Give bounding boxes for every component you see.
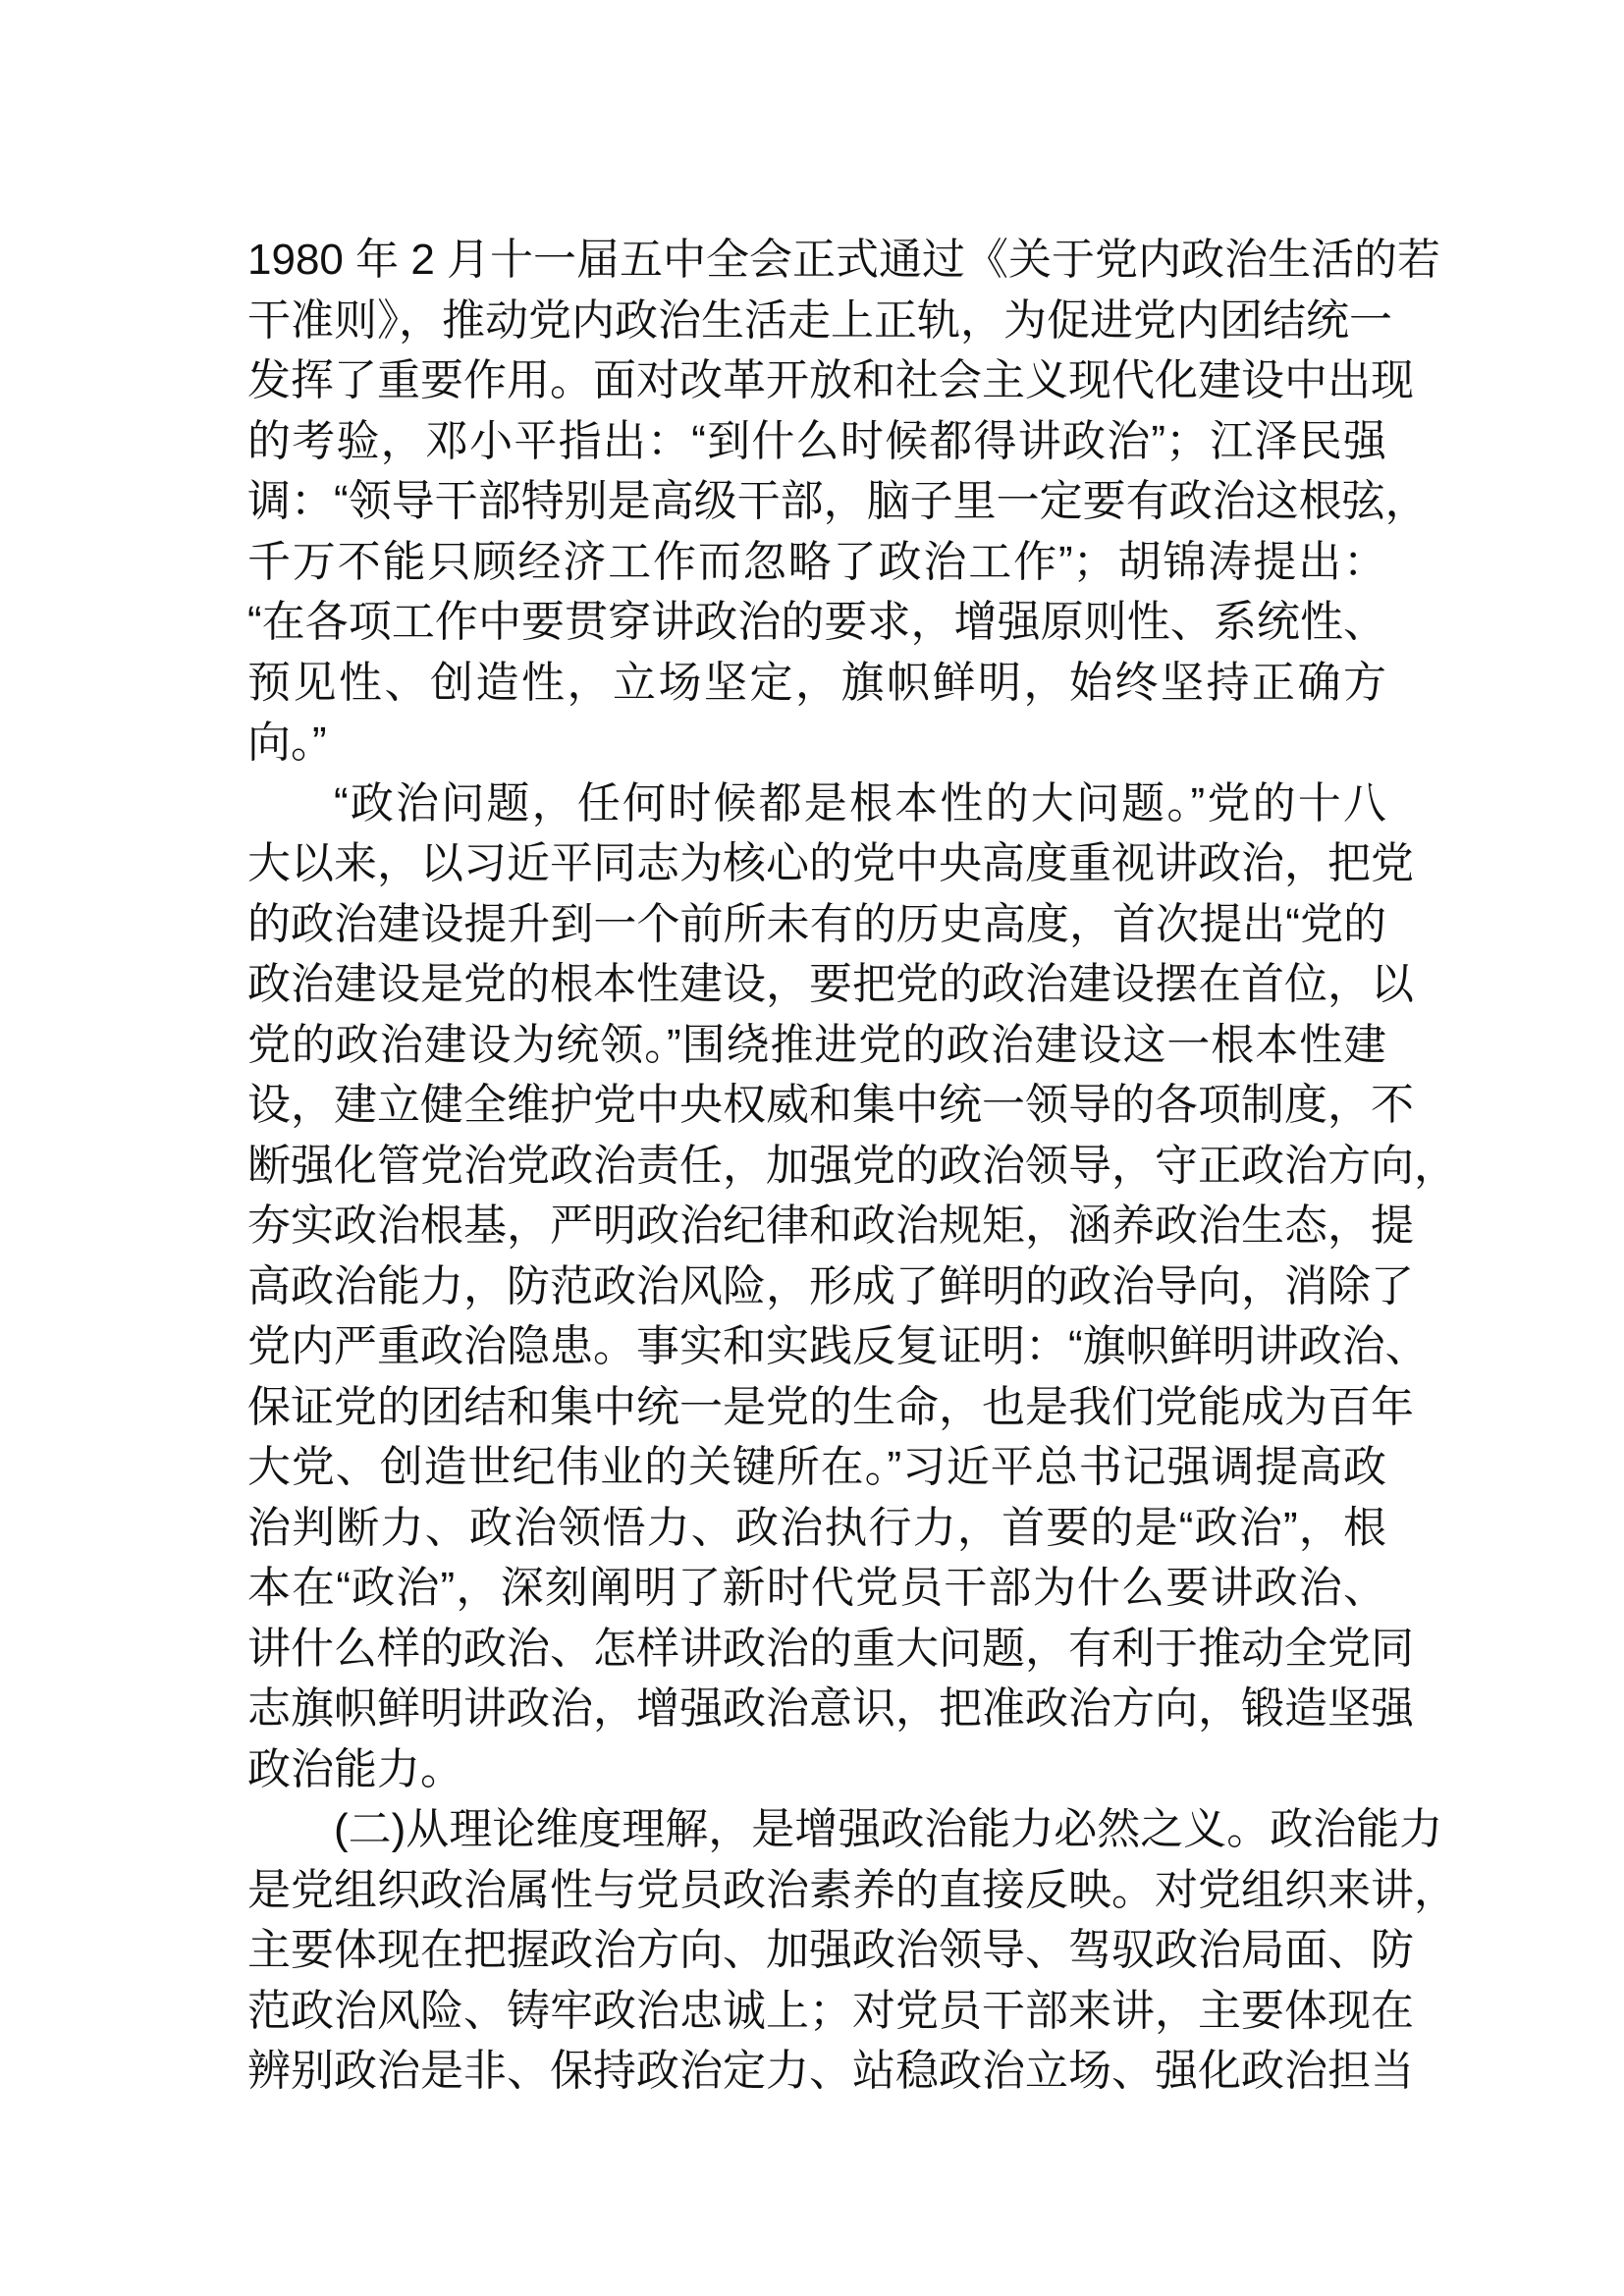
text-line: 是党组织政治属性与党员政治素养的直接反映。对党组织来讲，	[247, 1865, 1457, 1914]
text-line: 党内严重政治隐患。事实和实践反复证明：“旗帜鲜明讲政治、	[247, 1322, 1429, 1370]
text-line: 发挥了重要作用。面对改革开放和社会主义现代化建设中出现	[247, 356, 1414, 404]
text-line: 高政治能力，防范政治风险，形成了鲜明的政治导向，消除了	[247, 1261, 1414, 1310]
text-line: 本在“政治”，深刻阐明了新时代党员干部为什么要讲政治、	[247, 1564, 1386, 1612]
text-line: 讲什么样的政治、怎样讲政治的重大问题，有利于推动全党同	[247, 1624, 1414, 1673]
text-line: “在各项工作中要贯穿讲政治的要求，增强原则性、系统性、	[247, 598, 1386, 646]
text-line: 千万不能只顾经济工作而忽略了政治工作”；胡锦涛提出：	[247, 537, 1386, 586]
text-line: 断强化管党治党政治责任，加强党的政治领导，守正政治方向，	[247, 1141, 1457, 1190]
text-line: 治判断力、政治领悟力、政治执行力，首要的是“政治”，根	[247, 1503, 1386, 1552]
text-line: 主要体现在把握政治方向、加强政治领导、驾驭政治局面、防	[247, 1926, 1414, 1974]
text-line: 政治建设是党的根本性建设，要把党的政治建设摆在首位，以	[247, 960, 1414, 1008]
text-line: 设，建立健全维护党中央权威和集中统一领导的各项制度，不	[247, 1081, 1414, 1129]
text-line: 大以来，以习近平同志为核心的党中央高度重视讲政治，把党	[247, 839, 1414, 887]
text-line: (二)从理论维度理解，是增强政治能力必然之义。政治能力	[334, 1805, 1443, 1853]
text-line: 的政治建设提升到一个前所未有的历史高度，首次提出“党的	[247, 899, 1386, 948]
text-line: 大党、创造世纪伟业的关键所在。”习近平总书记强调提高政	[247, 1443, 1386, 1491]
text-line: “政治问题，任何时候都是根本性的大问题。”党的十八	[334, 778, 1386, 828]
text-line: 政治能力。	[247, 1744, 463, 1793]
text-line: 辨别政治是非、保持政治定力、站稳政治立场、强化政治担当	[247, 2047, 1414, 2095]
text-line: 调：“领导干部特别是高级干部，脑子里一定要有政治这根弦，	[247, 477, 1429, 525]
text-line: 保证党的团结和集中统一是党的生命，也是我们党能成为百年	[247, 1382, 1414, 1431]
text-line: 的考验，邓小平指出：“到什么时候都得讲政治”；江泽民强	[247, 416, 1386, 465]
text-line: 夯实政治根基，严明政治纪律和政治规矩，涵养政治生态，提	[247, 1201, 1414, 1250]
text-line: 党的政治建设为统领。”围绕推进党的政治建设这一根本性建	[247, 1020, 1386, 1069]
text-line: 预见性、创造性，立场坚定，旗帜鲜明，始终坚持正确方	[247, 658, 1386, 707]
text-line: 范政治风险、铸牢政治忠诚上；对党员干部来讲，主要体现在	[247, 1986, 1414, 2035]
text-line: 1980 年 2 月十一届五中全会正式通过《关于党内政治生活的若	[247, 236, 1441, 284]
text-line: 志旗帜鲜明讲政治，增强政治意识，把准政治方向，锻造坚强	[247, 1684, 1414, 1733]
text-line: 干准则》，推动党内政治生活走上正轨，为促进党内团结统一	[247, 295, 1392, 345]
text-line: 向。”	[247, 719, 327, 767]
